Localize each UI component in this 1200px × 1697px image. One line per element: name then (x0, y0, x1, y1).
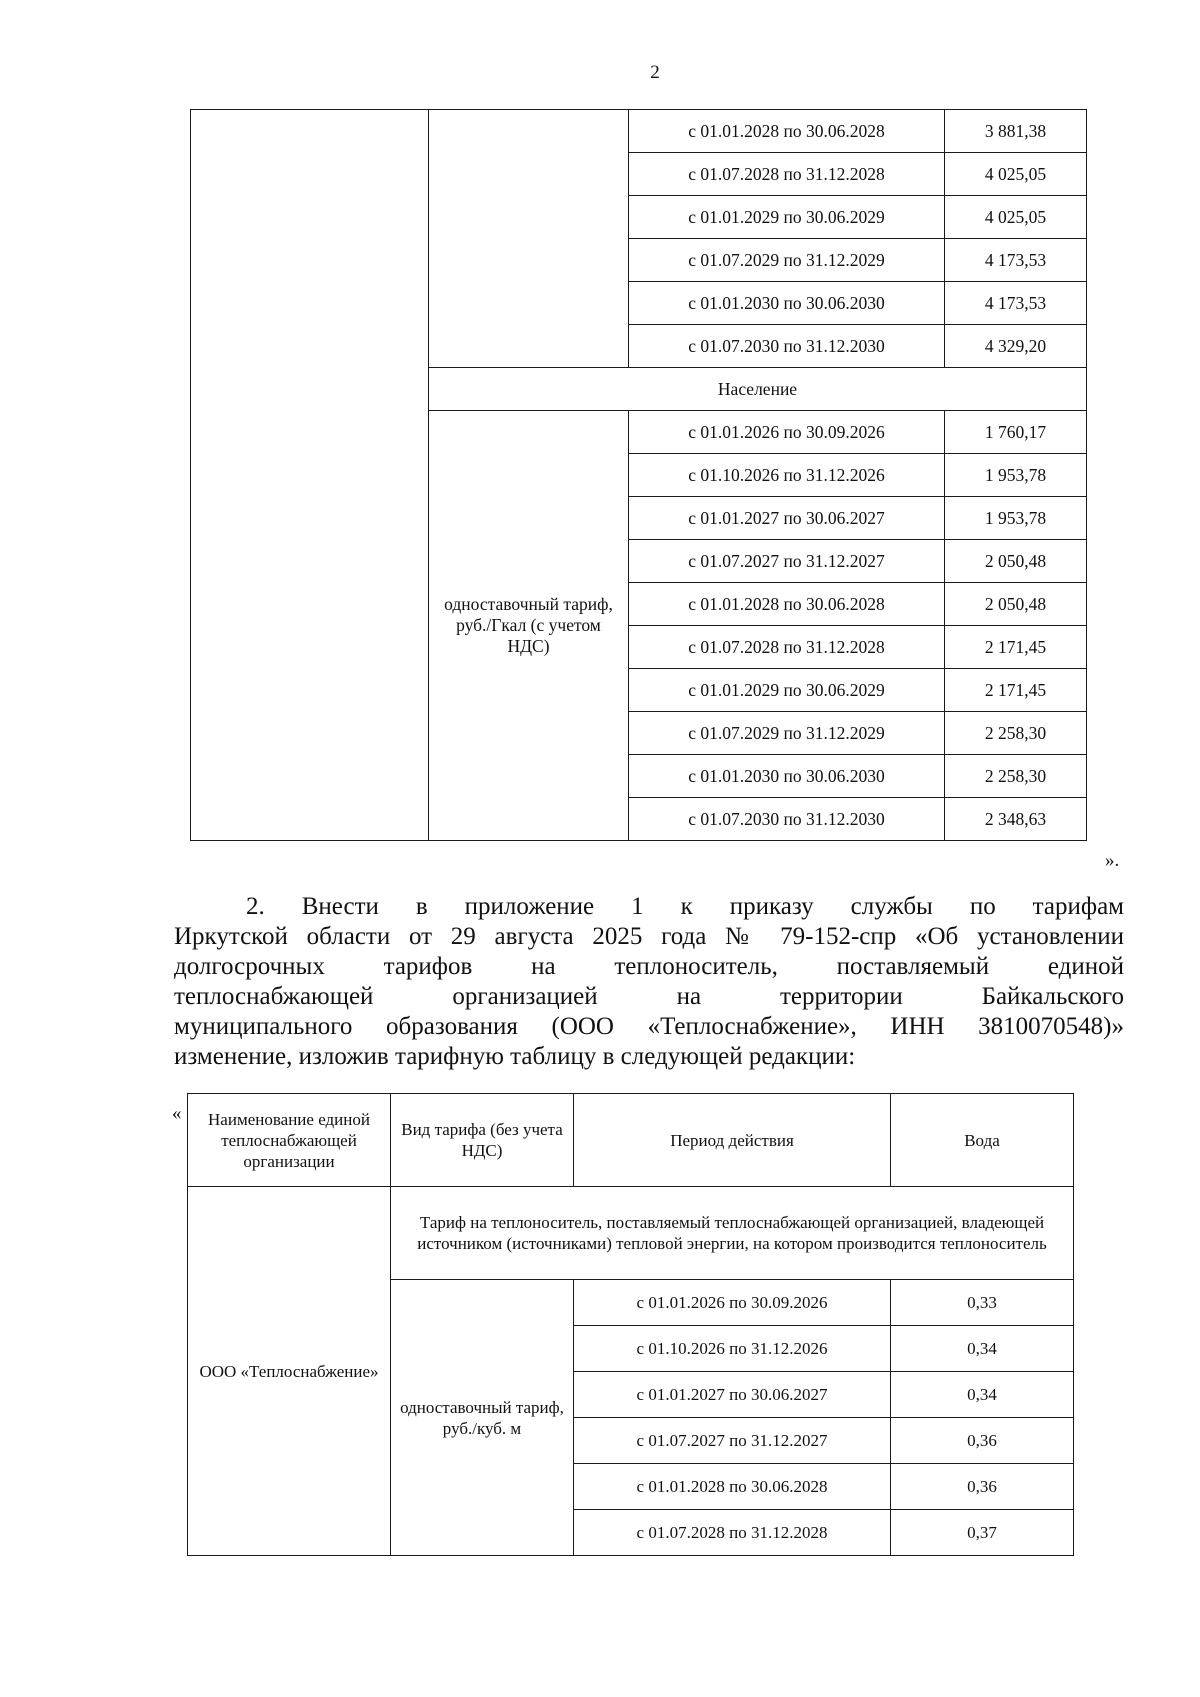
closing-quote: ». (1105, 850, 1120, 871)
tariff-table-continued (190, 109, 1087, 841)
page-number: 2 (650, 62, 660, 83)
value-cell: 0,33 (891, 1280, 1074, 1326)
period-cell: с 01.01.2027 по 30.06.2027 (574, 1372, 891, 1418)
value-cell: 2 171,45 (945, 669, 1087, 712)
tariff-type-cell-empty (429, 110, 629, 368)
value-cell: 2 050,48 (945, 540, 1087, 583)
value-cell: 0,36 (891, 1418, 1074, 1464)
period-cell: с 01.01.2028 по 30.06.2028 (574, 1464, 891, 1510)
value-cell: 0,34 (891, 1372, 1074, 1418)
table-header-row (188, 1094, 1074, 1187)
value-cell: 4 173,53 (945, 239, 1087, 282)
tariff-band: Тариф на теплоноситель, поставляемый теплоснабжающей организацией, владеющей источником (источниками) тепловой энергии, на котором производится теплоноситель (391, 1187, 1074, 1280)
paragraph-line: 2. Внести в приложение 1 к приказу службы по тарифам (246, 893, 1124, 920)
tariff-type-cell: одноставочный тариф, руб./Гкал (с учетом НДС) (429, 411, 629, 841)
period-cell: с 01.07.2028 по 31.12.2028 (629, 626, 945, 669)
table-row (191, 110, 1087, 153)
header-period: Период действия (574, 1094, 891, 1187)
header-tariff-type: Вид тарифа (без учета НДС) (391, 1094, 574, 1187)
paragraph-line: муниципального образования (ООО «Теплоснабжение», ИНН 3810070548)» (174, 1013, 1124, 1040)
value-cell: 0,36 (891, 1464, 1074, 1510)
header-water: Вода (891, 1094, 1074, 1187)
value-cell: 4 025,05 (945, 196, 1087, 239)
band-row (188, 1187, 1074, 1280)
value-cell: 4 329,20 (945, 325, 1087, 368)
paragraph-line: Иркутской области от 29 августа 2025 года № 79-152-спр «Об установлении (174, 923, 1124, 950)
value-cell: 4 173,53 (945, 282, 1087, 325)
coolant-tariff-table (187, 1093, 1074, 1556)
period-cell: с 01.01.2026 по 30.09.2026 (574, 1280, 891, 1326)
period-cell: с 01.07.2030 по 31.12.2030 (629, 325, 945, 368)
period-cell: с 01.01.2026 по 30.09.2026 (629, 411, 945, 454)
period-cell: с 01.01.2030 по 30.06.2030 (629, 755, 945, 798)
org-cell-empty (191, 110, 429, 841)
value-cell: 3 881,38 (945, 110, 1087, 153)
value-cell: 4 025,05 (945, 153, 1087, 196)
period-cell: с 01.01.2029 по 30.06.2029 (629, 669, 945, 712)
paragraph-line: изменение, изложив тарифную таблицу в следующей редакции: (174, 1043, 856, 1070)
period-cell: с 01.01.2028 по 30.06.2028 (629, 583, 945, 626)
value-cell: 2 050,48 (945, 583, 1087, 626)
value-cell: 2 348,63 (945, 798, 1087, 841)
period-cell: с 01.01.2029 по 30.06.2029 (629, 196, 945, 239)
period-cell: с 01.10.2026 по 31.12.2026 (629, 454, 945, 497)
org-name-cell: ООО «Теплоснабжение» (188, 1187, 391, 1556)
period-cell: с 01.07.2030 по 31.12.2030 (629, 798, 945, 841)
period-cell: с 01.01.2028 по 30.06.2028 (629, 110, 945, 153)
tariff-type-cell: одноставочный тариф, руб./куб. м (391, 1280, 574, 1556)
period-cell: с 01.07.2027 по 31.12.2027 (629, 540, 945, 583)
period-cell: с 01.07.2027 по 31.12.2027 (574, 1418, 891, 1464)
header-org: Наименование единой теплоснабжающей организации (188, 1094, 391, 1187)
value-cell: 1 953,78 (945, 497, 1087, 540)
period-cell: с 01.07.2028 по 31.12.2028 (574, 1510, 891, 1556)
value-cell: 2 258,30 (945, 712, 1087, 755)
value-cell: 1 760,17 (945, 411, 1087, 454)
paragraph-line: долгосрочных тарифов на теплоноситель, поставляемый единой (174, 953, 1124, 980)
value-cell: 0,34 (891, 1326, 1074, 1372)
value-cell: 0,37 (891, 1510, 1074, 1556)
value-cell: 2 171,45 (945, 626, 1087, 669)
period-cell: с 01.07.2029 по 31.12.2029 (629, 712, 945, 755)
opening-quote: « (172, 1103, 182, 1124)
population-header: Население (429, 368, 1087, 411)
paragraph-line: теплоснабжающей организацией на территории Байкальского (174, 983, 1124, 1010)
period-cell: с 01.01.2027 по 30.06.2027 (629, 497, 945, 540)
period-cell: с 01.10.2026 по 31.12.2026 (574, 1326, 891, 1372)
amendment-paragraph (174, 892, 1124, 1072)
period-cell: с 01.01.2030 по 30.06.2030 (629, 282, 945, 325)
value-cell: 2 258,30 (945, 755, 1087, 798)
value-cell: 1 953,78 (945, 454, 1087, 497)
period-cell: с 01.07.2029 по 31.12.2029 (629, 239, 945, 282)
period-cell: с 01.07.2028 по 31.12.2028 (629, 153, 945, 196)
